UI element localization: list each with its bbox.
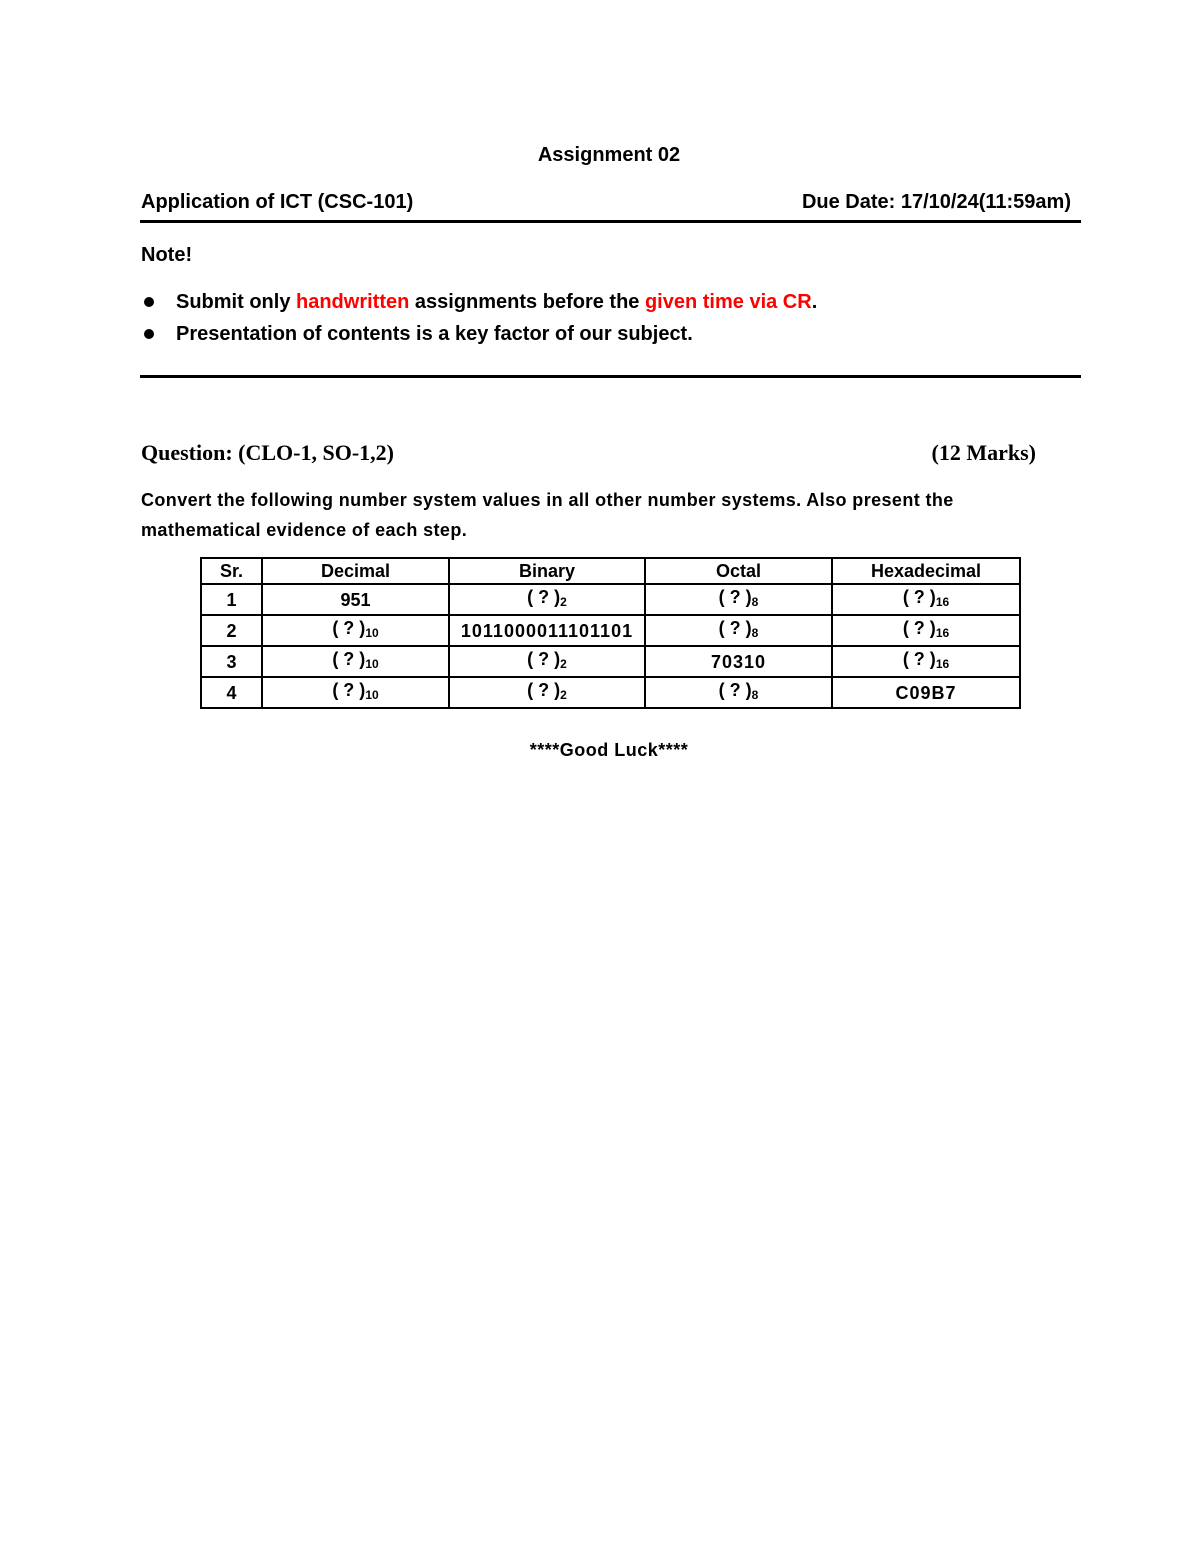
note-item (141, 288, 817, 320)
table-cell (832, 584, 1020, 615)
table-cell (449, 584, 645, 615)
cell-value: ( ? ) (902, 649, 936, 669)
base-subscript: 16 (935, 626, 950, 640)
cell-value: 4 (226, 682, 237, 703)
cell-value: ( ? ) (332, 680, 366, 700)
cell-value: ( ? ) (718, 680, 752, 700)
cell-value: 1 (226, 589, 237, 610)
table-cell (201, 677, 262, 708)
cell-value: ( ? ) (902, 587, 936, 607)
table-row (201, 584, 1020, 615)
notes-divider (140, 375, 1081, 378)
table-row (201, 646, 1020, 677)
cell-value: ( ? ) (527, 587, 561, 607)
cell-value: 2 (226, 620, 237, 641)
notes-list (141, 288, 817, 352)
cell-value: ( ? ) (332, 618, 366, 638)
table-cell (449, 615, 645, 646)
base-subscript: 8 (751, 688, 759, 702)
table-cell (201, 584, 262, 615)
conversion-table (200, 557, 1021, 709)
cell-value: 70310 (710, 651, 767, 672)
table-cell (262, 677, 449, 708)
cell-value: 1011000011101101 (460, 620, 634, 641)
base-subscript: 8 (751, 626, 759, 640)
column-header: Binary (449, 558, 645, 584)
base-subscript: 2 (560, 595, 567, 609)
course-title: Application of ICT (CSC-101) (141, 191, 414, 213)
cell-value: 3 (226, 651, 237, 672)
page-title: Assignment 02 (537, 144, 681, 166)
table-cell (201, 646, 262, 677)
table-header-row (201, 558, 1020, 584)
header-divider (140, 220, 1081, 223)
table-cell (449, 677, 645, 708)
table-row (201, 677, 1020, 708)
note-text: Presentation of contents is a key factor of our subject. (176, 323, 693, 345)
bullet-icon (144, 329, 154, 339)
base-subscript: 2 (560, 657, 567, 671)
column-header: Octal (645, 558, 832, 584)
closing-text: ****Good Luck**** (529, 740, 689, 760)
note-text: . (811, 291, 818, 313)
table-row (201, 615, 1020, 646)
column-header: Sr. (201, 558, 262, 584)
base-subscript: 10 (365, 688, 379, 702)
bullet-icon (144, 297, 154, 307)
table-cell (645, 615, 832, 646)
table-cell (262, 615, 449, 646)
cell-value: ( ? ) (527, 680, 561, 700)
question-label: Question: (CLO-1, SO-1,2) (141, 440, 394, 465)
base-subscript: 16 (935, 657, 950, 671)
table-cell (262, 584, 449, 615)
note-text: assignments before the (409, 291, 645, 313)
cell-value: ( ? ) (332, 649, 366, 669)
table-cell (645, 646, 832, 677)
note-highlight-text: handwritten (296, 291, 410, 313)
table-cell (832, 615, 1020, 646)
note-highlight-text: given time via CR (644, 291, 812, 313)
cell-value: ( ? ) (718, 587, 752, 607)
cell-value: ( ? ) (902, 618, 936, 638)
table-cell (832, 646, 1020, 677)
cell-value: 951 (340, 589, 371, 610)
table-cell (645, 677, 832, 708)
table-cell (201, 615, 262, 646)
cell-value: ( ? ) (718, 618, 752, 638)
note-text: Submit only (176, 291, 296, 313)
question-marks: (12 Marks) (931, 440, 1036, 465)
base-subscript: 10 (365, 626, 379, 640)
table-cell (645, 584, 832, 615)
base-subscript: 8 (751, 595, 759, 609)
base-subscript: 16 (935, 595, 950, 609)
table-body (201, 584, 1020, 708)
column-header: Decimal (262, 558, 449, 584)
table-cell (262, 646, 449, 677)
table-cell (449, 646, 645, 677)
base-subscript: 10 (365, 657, 379, 671)
due-date: Due Date: 17/10/24(11:59am) (801, 191, 1071, 213)
note-heading: Note! (141, 244, 193, 266)
column-header: Hexadecimal (832, 558, 1020, 584)
note-item (141, 320, 817, 352)
base-subscript: 2 (560, 688, 567, 702)
cell-value: C09B7 (895, 682, 957, 703)
table-cell (832, 677, 1020, 708)
cell-value: ( ? ) (527, 649, 561, 669)
question-instructions: Convert the following number system values in all other number systems. Also present the mathematical evidence of each step. (141, 490, 954, 540)
